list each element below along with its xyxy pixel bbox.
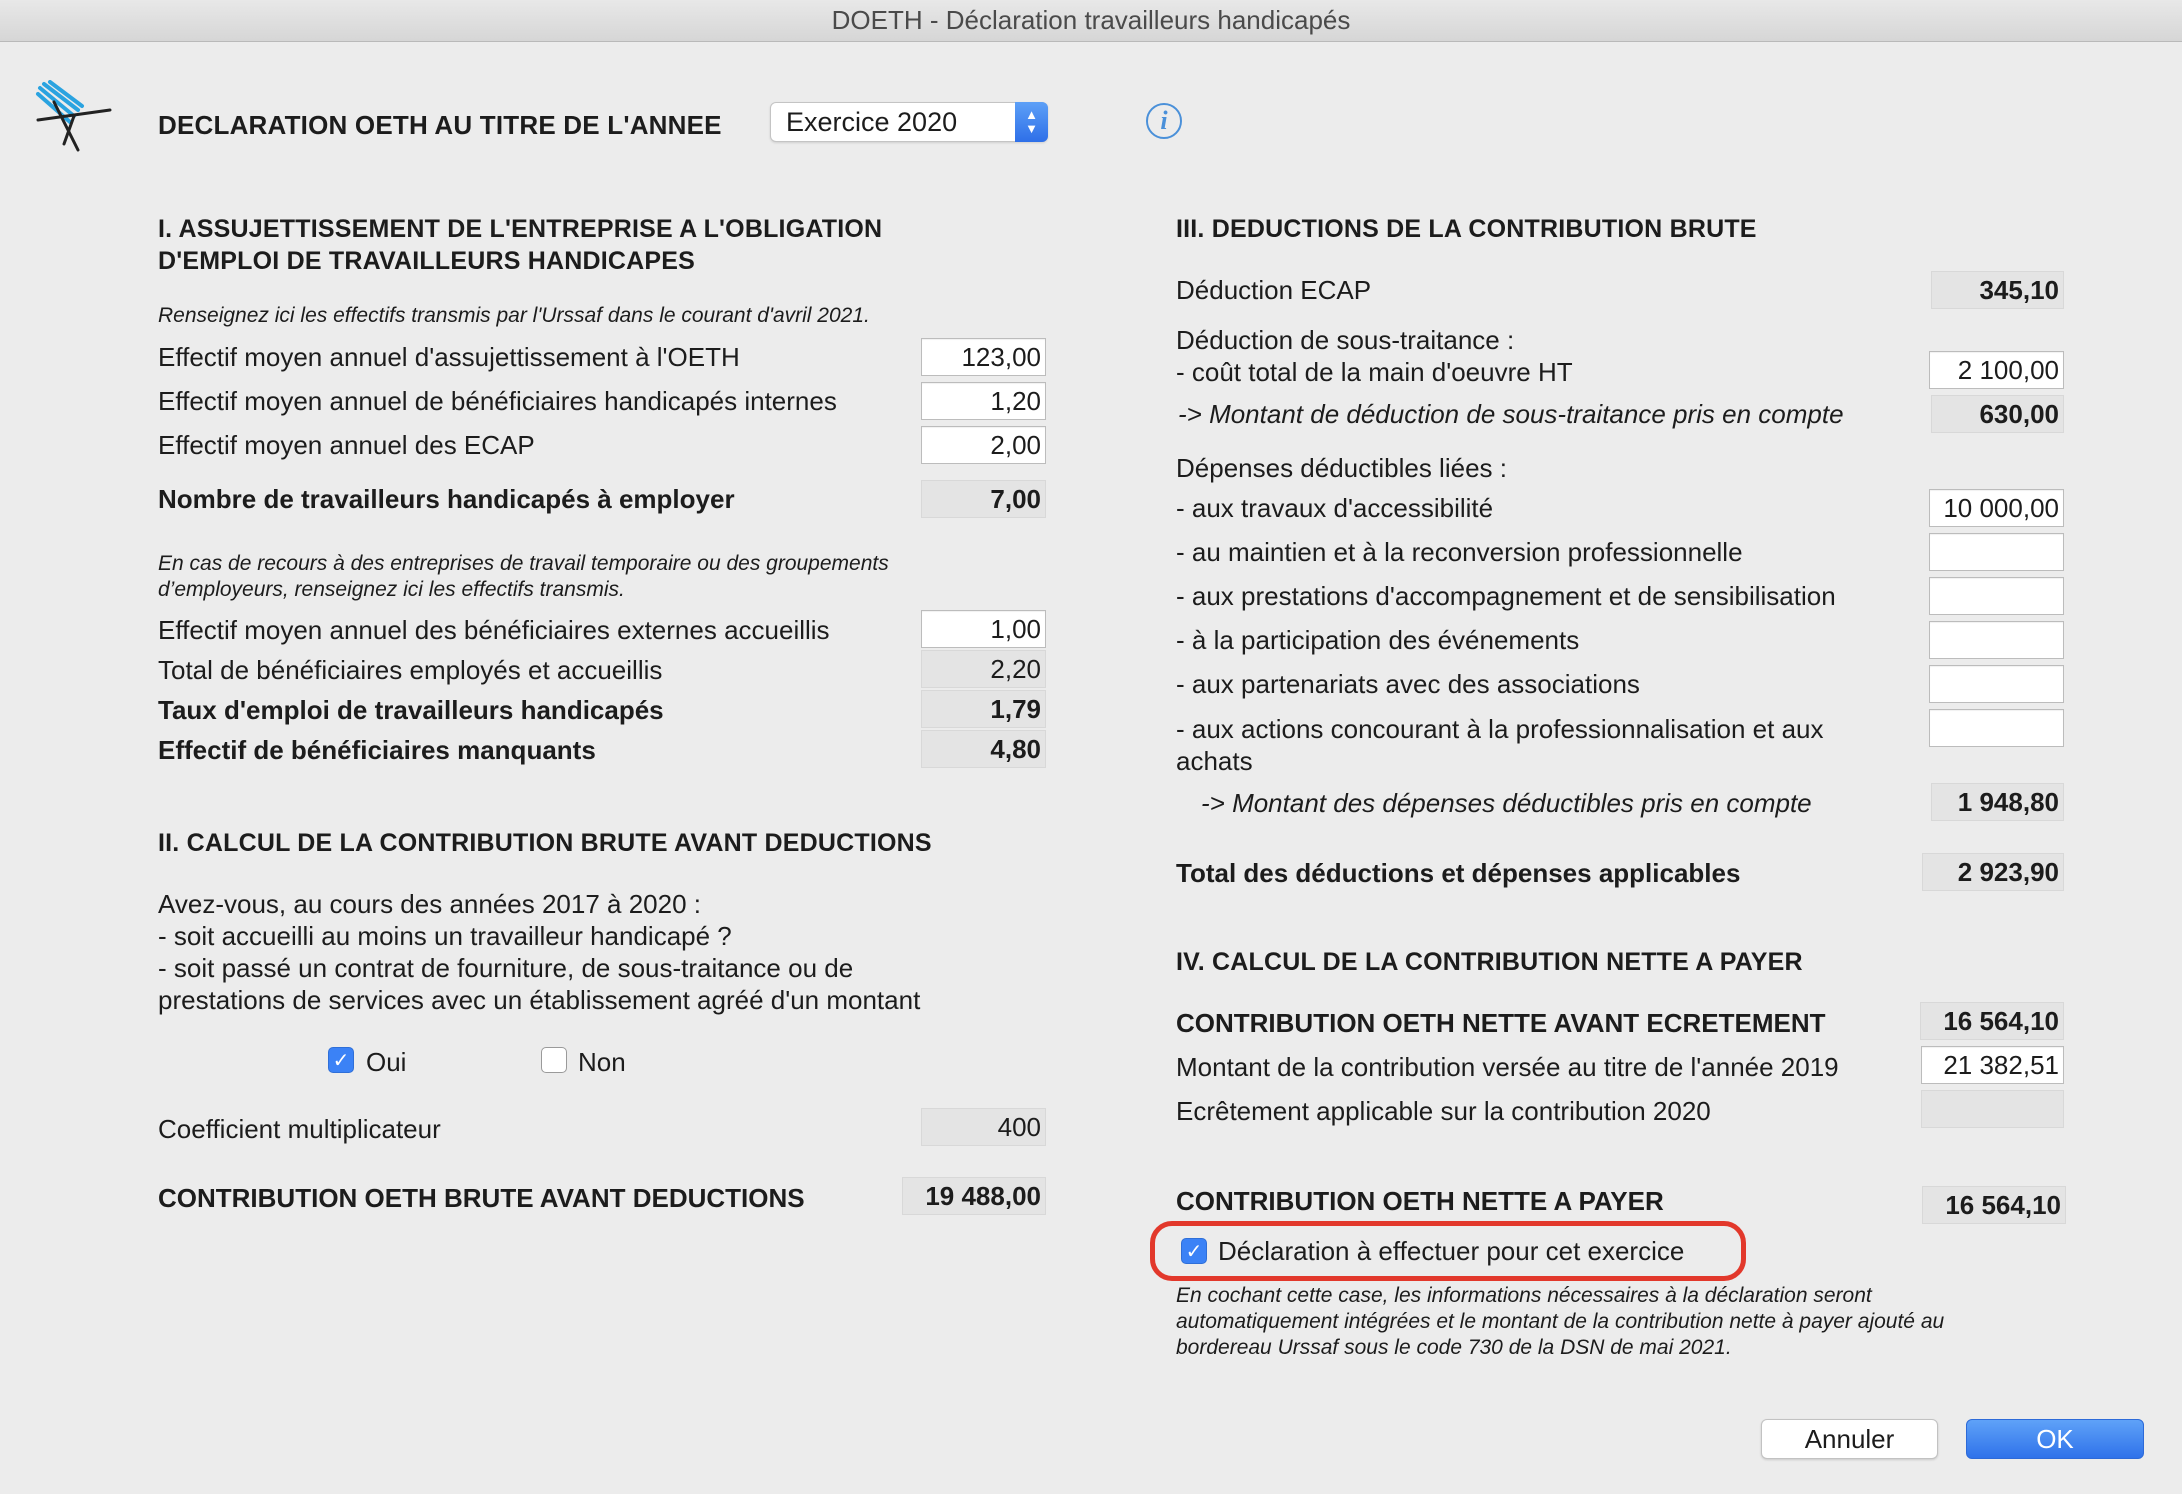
- brute-total-value: 19 488,00: [902, 1177, 1046, 1215]
- coef-value: 400: [921, 1108, 1046, 1146]
- page-title: DECLARATION OETH AU TITRE DE L'ANNEE: [158, 110, 722, 140]
- effectif-ecap-input[interactable]: 2,00: [921, 426, 1046, 464]
- row-label: Effectif moyen annuel d'assujettissement à l'OETH: [158, 342, 740, 372]
- deckchair-logo-icon: [34, 80, 114, 156]
- row-label: Effectif moyen annuel des ECAP: [158, 430, 535, 460]
- declaration-note-line2: automatiquement intégrées et le montant de la contribution nette à payer ajouté au: [1176, 1310, 1945, 1333]
- chevron-updown-icon: [1015, 102, 1048, 142]
- prev-contribution-input[interactable]: 21 382,51: [1921, 1046, 2064, 1084]
- net-label: CONTRIBUTION OETH NETTE A PAYER: [1176, 1186, 1664, 1216]
- dep-prestations-input[interactable]: [1929, 577, 2064, 615]
- section1-note2-line1: En cas de recours à des entreprises de travail temporaire ou des groupements: [158, 552, 889, 575]
- oui-checkbox[interactable]: ✓: [328, 1047, 354, 1073]
- year-select[interactable]: [770, 102, 1048, 142]
- declaration-label[interactable]: Déclaration à effectuer pour cet exercice: [1218, 1236, 1685, 1266]
- declaration-note-line1: En cochant cette case, les informations nécessaires à la déclaration seront: [1176, 1284, 1872, 1307]
- section3-heading: III. DEDUCTIONS DE LA CONTRIBUTION BRUTE: [1176, 215, 1757, 243]
- row-label: Nombre de travailleurs handicapés à employer: [158, 484, 735, 514]
- dep-row-label: - aux prestations d'accompagnement et de sensibilisation: [1176, 581, 1836, 611]
- ecap-value: 345,10: [1931, 271, 2064, 309]
- section1-heading-line2: D'EMPLOI DE TRAVAILLEURS HANDICAPES: [158, 247, 696, 275]
- dep-label: Dépenses déductibles liées :: [1176, 453, 1507, 483]
- dep-row-label: - aux partenariats avec des associations: [1176, 669, 1640, 699]
- ecretement-label: Ecrêtement applicable sur la contribution 2020: [1176, 1096, 1711, 1126]
- non-label: Non: [578, 1047, 626, 1077]
- cancel-button[interactable]: Annuler: [1761, 1419, 1938, 1459]
- before-ecretement-label: CONTRIBUTION OETH NETTE AVANT ECRETEMENT: [1176, 1008, 1826, 1038]
- dep-accessibilite-input[interactable]: 10 000,00: [1929, 489, 2064, 527]
- ecretement-value: [1921, 1090, 2064, 1128]
- dep-professionnalisation-input[interactable]: [1929, 709, 2064, 747]
- ecap-label: Déduction ECAP: [1176, 275, 1372, 305]
- deductions-total-value: 2 923,90: [1922, 853, 2064, 891]
- section2-question-line4: prestations de services avec un établissement agréé d'un montant: [158, 985, 921, 1015]
- brute-total-label: CONTRIBUTION OETH BRUTE AVANT DEDUCTIONS: [158, 1183, 805, 1213]
- deductions-total-label: Total des déductions et dépenses applicables: [1176, 858, 1741, 888]
- dep-evenements-input[interactable]: [1929, 621, 2064, 659]
- row-label: Taux d'emploi de travailleurs handicapés: [158, 695, 664, 725]
- st-cost-label: - coût total de la main d'oeuvre HT: [1176, 357, 1573, 387]
- section2-question-line1: Avez-vous, au cours des années 2017 à 2020 :: [158, 889, 702, 919]
- prev-contribution-label: Montant de la contribution versée au titre de l'année 2019: [1176, 1052, 1839, 1082]
- dep-total-label: -> Montant des dépenses déductibles pris en compte: [1201, 788, 1812, 818]
- section1-note: Renseignez ici les effectifs transmis par l'Urssaf dans le courant d'avril 2021.: [158, 304, 870, 327]
- chevron-up-glyph: ▲: [1025, 107, 1038, 122]
- chevron-down-glyph: ▼: [1025, 121, 1038, 136]
- row-label: Effectif moyen annuel de bénéficiaires handicapés internes: [158, 386, 837, 416]
- declaration-checkbox[interactable]: ✓: [1181, 1238, 1207, 1264]
- beneficiaires-manquants-value: 4,80: [921, 730, 1046, 768]
- st-deduction-label: -> Montant de déduction de sous-traitance pris en compte: [1178, 399, 1844, 429]
- beneficiaires-externes-input[interactable]: 1,00: [921, 610, 1046, 648]
- beneficiaires-internes-input[interactable]: 1,20: [921, 382, 1046, 420]
- non-checkbox[interactable]: [541, 1047, 567, 1073]
- before-ecretement-value: 16 564,10: [1920, 1002, 2064, 1040]
- row-label: Effectif de bénéficiaires manquants: [158, 735, 596, 765]
- dep-row-label: - aux travaux d'accessibilité: [1176, 493, 1494, 523]
- dep-row-label: - à la participation des événements: [1176, 625, 1580, 655]
- effectif-assujettissement-input[interactable]: 123,00: [921, 338, 1046, 376]
- dep-partenariats-input[interactable]: [1929, 665, 2064, 703]
- travailleurs-a-employer-value: 7,00: [921, 480, 1046, 518]
- row-label: Total de bénéficiaires employés et accueillis: [158, 655, 663, 685]
- section2-question-line3: - soit passé un contrat de fourniture, de sous-traitance ou de: [158, 953, 854, 983]
- dep-maintien-input[interactable]: [1929, 533, 2064, 571]
- window-title: DOETH - Déclaration travailleurs handicapés: [0, 0, 2182, 42]
- st-cost-input[interactable]: 2 100,00: [1929, 351, 2064, 389]
- dep-last-label-line1: - aux actions concourant à la professionnalisation et aux: [1176, 714, 1824, 744]
- section2-question-line2: - soit accueilli au moins un travailleur handicapé ?: [158, 921, 732, 951]
- section2-heading: II. CALCUL DE LA CONTRIBUTION BRUTE AVANT DEDUCTIONS: [158, 829, 932, 857]
- section1-note2-line2: d’employeurs, renseignez ici les effectifs transmis.: [158, 578, 625, 601]
- st-deduction-value: 630,00: [1931, 395, 2064, 433]
- ok-button[interactable]: OK: [1966, 1419, 2144, 1459]
- year-select-value: Exercice 2020: [786, 107, 958, 137]
- dep-row-label: - au maintien et à la reconversion professionnelle: [1176, 537, 1743, 567]
- total-beneficiaires-value: 2,20: [921, 650, 1046, 688]
- info-icon[interactable]: i: [1146, 103, 1182, 139]
- net-value: 16 564,10: [1922, 1186, 2066, 1224]
- dep-total-value: 1 948,80: [1931, 783, 2064, 821]
- oui-label: Oui: [366, 1047, 407, 1077]
- st-label: Déduction de sous-traitance :: [1176, 325, 1515, 355]
- declaration-note-line3: bordereau Urssaf sous le code 730 de la DSN de mai 2021.: [1176, 1336, 1732, 1359]
- coef-label: Coefficient multiplicateur: [158, 1114, 441, 1144]
- taux-emploi-value: 1,79: [921, 690, 1046, 728]
- section4-heading: IV. CALCUL DE LA CONTRIBUTION NETTE A PAYER: [1176, 948, 1803, 976]
- section1-heading-line1: I. ASSUJETTISSEMENT DE L'ENTREPRISE A L'OBLIGATION: [158, 215, 883, 243]
- row-label: Effectif moyen annuel des bénéficiaires externes accueillis: [158, 615, 830, 645]
- dep-last-label-line2: achats: [1176, 746, 1253, 776]
